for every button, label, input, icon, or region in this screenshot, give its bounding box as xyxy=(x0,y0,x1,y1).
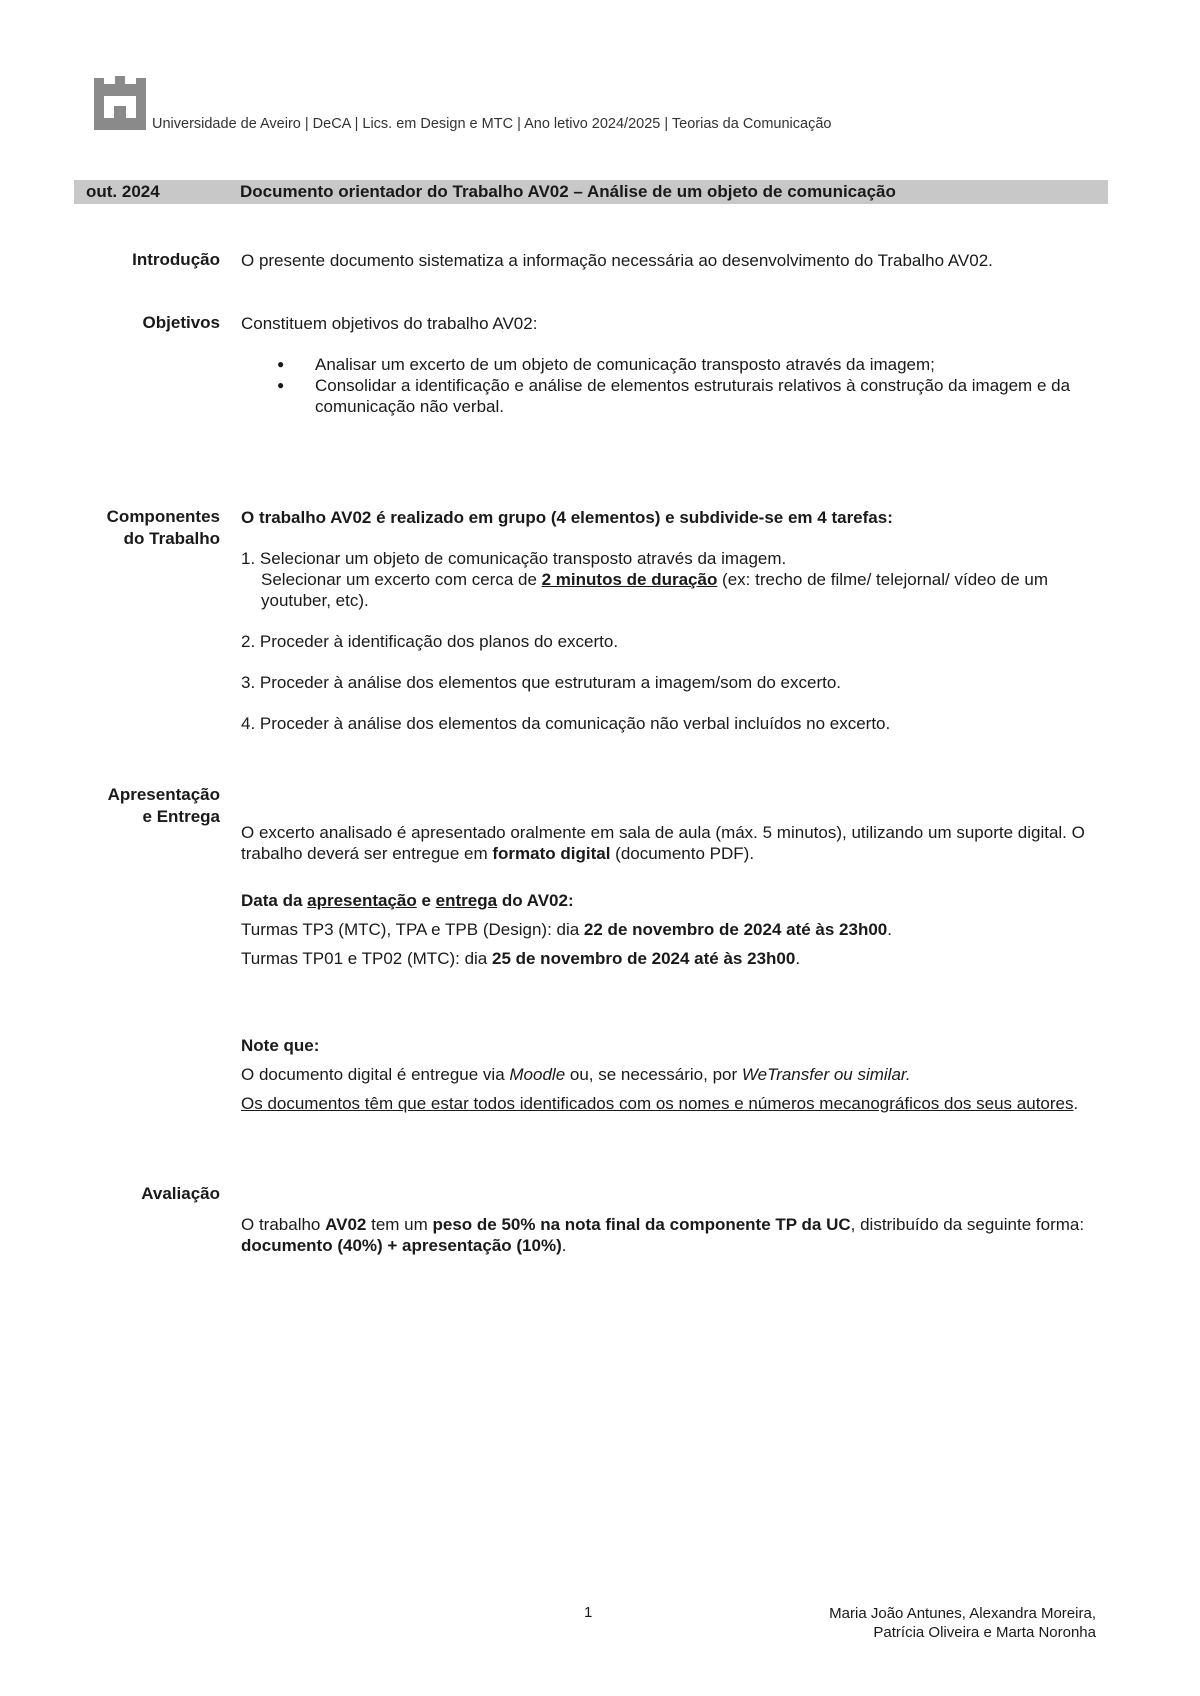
university-logo-icon xyxy=(92,76,148,132)
underline-span: apresentação xyxy=(307,891,417,910)
turma-line-1 xyxy=(241,919,1103,940)
document-date: out. 2024 xyxy=(86,182,160,201)
text-span: e xyxy=(416,891,436,910)
text-span: ou, se necessário, por xyxy=(565,1065,742,1084)
task-1-duration: 2 minutos de duração xyxy=(541,570,718,589)
label-avaliacao: Avaliação xyxy=(141,1184,220,1203)
text-span: (documento PDF). xyxy=(610,844,755,863)
text-span: O trabalho xyxy=(241,1215,326,1234)
bold-span: documento (40%) + apresentação (10%) xyxy=(241,1236,562,1255)
label-apresentacao xyxy=(108,784,220,828)
bold-span: 22 de novembro de 2024 até às 23h00 xyxy=(583,920,888,939)
header-text: Universidade de Aveiro | DeCA | Lics. em Design e MTC | Ano letivo 2024/2025 | Teorias da Comunicação xyxy=(152,116,832,132)
document-title: Documento orientador do Trabalho AV02 – Análise de um objeto de comunicação xyxy=(240,182,896,201)
avaliacao-text xyxy=(241,1214,1103,1256)
note-heading: Note que: xyxy=(241,1036,320,1055)
objetivos-intro: Constituem objetivos do trabalho AV02: xyxy=(241,314,538,333)
text-span: , distribuído da seguinte forma: xyxy=(850,1215,1085,1234)
italic-span: WeTransfer ou similar. xyxy=(741,1065,911,1084)
bold-span: AV02 xyxy=(325,1215,367,1234)
page-number: 1 xyxy=(584,1604,593,1621)
text-span: do AV02: xyxy=(497,891,574,910)
task-2: 2. Proceder à identificação dos planos do excerto. xyxy=(241,632,619,651)
objetivos-list xyxy=(241,354,1103,417)
section-avaliacao xyxy=(241,1214,1103,1256)
underline-span: entrega xyxy=(435,891,498,910)
task-1-text: (ex: trecho de filme/ telejornal/ vídeo de um youtuber, etc). xyxy=(261,570,1049,610)
task-1 xyxy=(241,548,1103,611)
task-number: 1. xyxy=(241,549,256,568)
task-1-line2 xyxy=(241,569,1103,611)
text-span: . xyxy=(561,1236,567,1255)
list-item: ● Analisar um excerto de um objeto de comunicação transposto através da imagem; xyxy=(241,354,1103,375)
footer-authors xyxy=(829,1604,1096,1642)
task-1-line1: Selecionar um objeto de comunicação transposto através da imagem. xyxy=(259,549,787,568)
text-span: . xyxy=(887,920,892,939)
task-3: 3. Proceder à análise dos elementos que estruturam a imagem/som do excerto. xyxy=(241,673,842,692)
componentes-heading xyxy=(241,507,1103,528)
introducao-text: O presente documento sistematiza a informação necessária ao desenvolvimento do Trabalho AV02. xyxy=(241,251,993,270)
title-bar xyxy=(74,180,1108,204)
task-4: 4. Proceder à análise dos elementos da comunicação não verbal incluídos no excerto. xyxy=(241,714,891,733)
authors-line: Maria João Antunes, Alexandra Moreira, xyxy=(829,1605,1096,1622)
label-componentes xyxy=(107,506,220,550)
label-line: e Entrega xyxy=(142,807,220,826)
label-introducao: Introdução xyxy=(132,250,220,269)
bold-span: 25 de novembro de 2024 até às 23h00 xyxy=(491,949,796,968)
bold-span: formato digital xyxy=(492,844,611,863)
italic-span: Moodle xyxy=(509,1065,566,1084)
section-introducao xyxy=(241,250,1103,271)
text-span: O documento digital é entregue via xyxy=(241,1065,510,1084)
text-span: Turmas TP01 e TP02 (MTC): dia xyxy=(241,949,492,968)
bold-span: peso de 50% na nota final da componente TP da UC xyxy=(432,1215,851,1234)
turma-line-2 xyxy=(241,948,1103,969)
section-componentes xyxy=(241,507,1103,734)
apresentacao-text xyxy=(241,822,1103,864)
text-span: tem um xyxy=(366,1215,433,1234)
data-heading xyxy=(241,890,1103,911)
authors-line: Patrícia Oliveira e Marta Noronha xyxy=(873,1624,1096,1641)
label-line: do Trabalho xyxy=(123,529,220,548)
underline-span: Os documentos têm que estar todos identificados com os nomes e números mecanográficos dos seus autores xyxy=(241,1094,1074,1113)
componentes-heading-text: O trabalho AV02 é realizado em grupo (4 elementos) e subdivide-se em 4 tarefas: xyxy=(241,508,893,527)
text-span: . xyxy=(1073,1094,1079,1113)
note-line-1 xyxy=(241,1064,1103,1085)
text-span: O excerto analisado é apresentado oralmente em sala de aula (máx. 5 minutos), utilizando um suporte digital. O trabalho deverá ser entregue em xyxy=(241,823,1085,863)
text-span: . xyxy=(795,949,801,968)
label-objetivos: Objetivos xyxy=(142,313,220,332)
section-apresentacao xyxy=(241,822,1103,1114)
note-line-2 xyxy=(241,1093,1103,1114)
list-item: ● Consolidar a identificação e análise de elementos estruturais relativos à construção da imagem e da comunicação não verbal. xyxy=(241,375,1103,417)
text-span: Data da xyxy=(241,891,308,910)
task-1-text: Selecionar um excerto com cerca de xyxy=(261,570,542,589)
section-objetivos xyxy=(241,313,1103,417)
label-line: Componentes xyxy=(106,507,220,526)
label-line: Apresentação xyxy=(107,785,220,804)
header xyxy=(92,76,831,132)
text-span: Turmas TP3 (MTC), TPA e TPB (Design): dia xyxy=(241,920,584,939)
